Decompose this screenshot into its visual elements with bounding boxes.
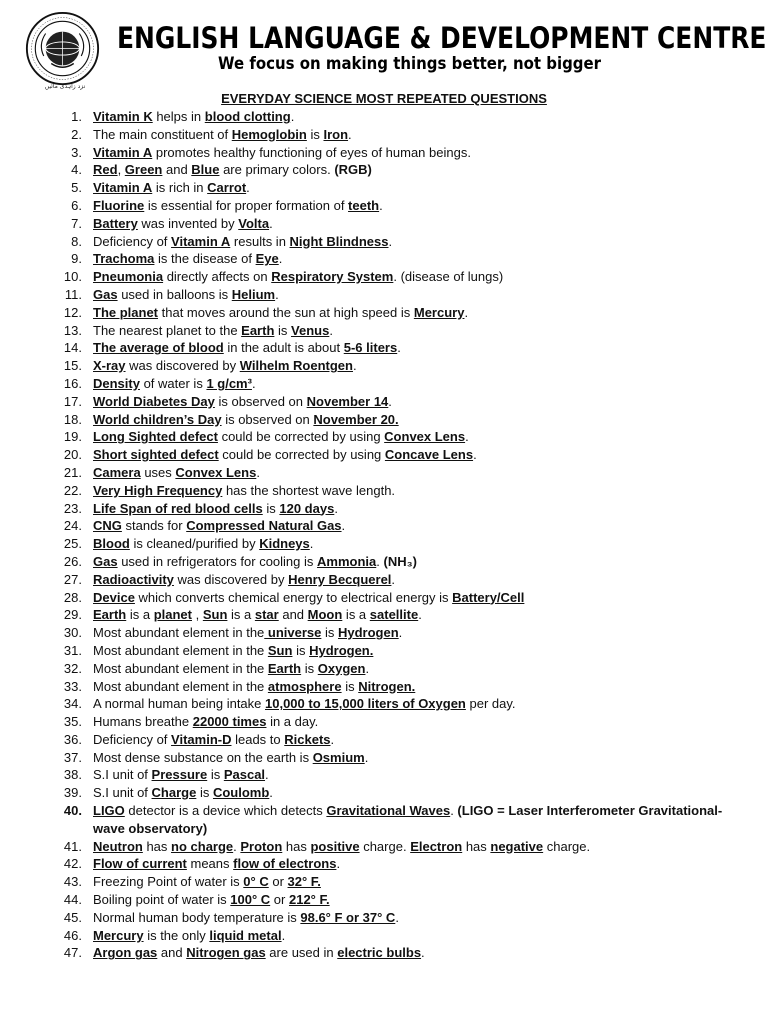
- question-number-label: 34.: [63, 696, 82, 712]
- question-number: [0, 446, 93, 464]
- question-number-label: 44.: [63, 892, 82, 908]
- question-item: [0, 357, 733, 375]
- question-number-label: 46.: [63, 927, 82, 943]
- question-number-label: 41.: [63, 838, 82, 854]
- question-number: [0, 322, 93, 340]
- question-item: [0, 179, 733, 197]
- question-number-label: 23.: [63, 500, 82, 516]
- question-item: [0, 589, 733, 607]
- question-number: [0, 250, 93, 268]
- question-text: Gas used in refrigerators for cooling is Ammonia. (NH₃): [93, 553, 417, 569]
- question-item: [0, 286, 733, 304]
- question-text: Very High Frequency has the shortest wave length.: [93, 482, 396, 498]
- question-number: [0, 339, 93, 357]
- question-item: [0, 304, 733, 322]
- question-text: Most dense substance on the earth is Osmium.: [93, 749, 369, 765]
- question-number-label: 45.: [63, 909, 82, 925]
- question-number: [0, 304, 93, 322]
- question-number-label: 18.: [63, 411, 82, 427]
- question-number: [0, 571, 93, 589]
- question-item: [0, 731, 733, 749]
- question-text: The average of blood in the adult is about 5-6 liters.: [93, 340, 401, 356]
- question-number-label: 4.: [71, 162, 82, 178]
- question-number-label: 25.: [63, 536, 82, 552]
- question-item: [0, 553, 733, 571]
- question-number-label: 39.: [63, 785, 82, 801]
- question-number: [0, 286, 93, 304]
- question-text: Normal human body temperature is 98.6° F or 37° C.: [93, 909, 399, 925]
- question-number-label: 2.: [71, 126, 82, 142]
- question-item: [0, 108, 733, 126]
- question-text: Vitamin A promotes healthy functioning of eyes of human beings.: [93, 144, 471, 160]
- question-number: [0, 535, 93, 553]
- question-number-label: 8.: [71, 233, 82, 249]
- question-text: Radioactivity was discovered by Henry Becquerel.: [93, 571, 396, 587]
- question-number: [0, 500, 93, 518]
- question-item: [0, 482, 733, 500]
- question-number-label: 21.: [63, 464, 82, 480]
- question-item: [0, 927, 733, 945]
- question-text: Density of water is 1 g/cm³.: [93, 375, 256, 391]
- question-item: [0, 571, 733, 589]
- question-item: [0, 678, 733, 696]
- question-number-label: 29.: [63, 607, 82, 623]
- question-number-label: 17.: [63, 393, 82, 409]
- question-number-label: 13.: [63, 322, 82, 338]
- question-number: [0, 909, 93, 927]
- question-number-label: 26.: [63, 553, 82, 569]
- question-item: [0, 944, 733, 962]
- question-text: CNG stands for Compressed Natural Gas.: [93, 518, 346, 534]
- question-number: [0, 766, 93, 784]
- question-number-label: 43.: [63, 874, 82, 890]
- question-number: [0, 517, 93, 535]
- question-item: [0, 909, 733, 927]
- question-text: The planet that moves around the sun at high speed is Mercury.: [93, 304, 469, 320]
- question-item: [0, 375, 733, 393]
- question-number-label: 14.: [63, 340, 82, 356]
- question-text: Mercury is the only liquid metal.: [93, 927, 286, 943]
- question-text: Pneumonia directly affects on Respiratory System. (disease of lungs): [93, 269, 504, 285]
- question-number: [0, 589, 93, 607]
- question-number-label: 11.: [64, 286, 82, 302]
- question-text: Short sighted defect could be corrected by using Concave Lens.: [93, 447, 477, 463]
- question-text: Red, Green and Blue are primary colors. (RGB): [93, 162, 372, 178]
- question-number: [0, 197, 93, 215]
- question-text: Gas used in balloons is Helium.: [93, 286, 279, 302]
- question-number: [0, 944, 93, 962]
- question-number-label: 32.: [63, 660, 82, 676]
- question-text: Blood is cleaned/purified by Kidneys.: [93, 536, 314, 552]
- question-item: [0, 855, 733, 873]
- document-heading: EVERYDAY SCIENCE MOST REPEATED QUESTIONS: [221, 91, 547, 106]
- question-number: [0, 464, 93, 482]
- question-text: World children’s Day is observed on November 20.: [93, 411, 399, 427]
- organization-title: ENGLISH LANGUAGE & DEVELOPMENT CENTRE: [117, 21, 767, 55]
- question-number: [0, 108, 93, 126]
- question-item: [0, 891, 733, 909]
- question-item: [0, 784, 733, 802]
- question-number: [0, 855, 93, 873]
- organization-logo: [25, 11, 100, 86]
- question-number: [0, 357, 93, 375]
- question-text: A normal human being intake 10,000 to 15,000 liters of Oxygen per day.: [93, 696, 516, 712]
- question-number: [0, 784, 93, 802]
- question-number-label: 3.: [71, 144, 82, 160]
- question-text: Long Sighted defect could be corrected by using Convex Lens.: [93, 429, 469, 445]
- question-item: [0, 144, 733, 162]
- question-item: [0, 393, 733, 411]
- question-text: LIGO detector is a device which detects Gravitational Waves. (LIGO = Laser Interferometer Gravitational-wave observatory): [93, 803, 723, 836]
- question-text: Argon gas and Nitrogen gas are used in electric bulbs.: [93, 945, 425, 961]
- question-number: [0, 553, 93, 571]
- question-text: Humans breathe 22000 times in a day.: [93, 714, 319, 730]
- question-number-label: 35.: [63, 714, 82, 730]
- question-number: [0, 126, 93, 144]
- question-item: [0, 766, 733, 784]
- question-number: [0, 802, 93, 838]
- question-number-label: 37.: [63, 749, 82, 765]
- question-text: Neutron has no charge. Proton has positive charge. Electron has negative charge.: [93, 838, 591, 854]
- question-number: [0, 713, 93, 731]
- question-number: [0, 268, 93, 286]
- question-text: Most abundant element in the Earth is Oxygen.: [93, 660, 370, 676]
- question-text: S.I unit of Charge is Coulomb.: [93, 785, 273, 801]
- question-number: [0, 695, 93, 713]
- question-number: [0, 927, 93, 945]
- question-text: Most abundant element in the atmosphere is Nitrogen.: [93, 678, 416, 694]
- question-text: World Diabetes Day is observed on November 14.: [93, 393, 392, 409]
- question-text: Earth is a planet , Sun is a star and Moon is a satellite.: [93, 607, 422, 623]
- question-number: [0, 606, 93, 624]
- question-number-label: 16.: [63, 375, 82, 391]
- question-number: [0, 891, 93, 909]
- question-item: [0, 215, 733, 233]
- question-item: [0, 446, 733, 464]
- question-number-label: 40.: [63, 803, 82, 819]
- question-item: [0, 624, 733, 642]
- question-text: The main constituent of Hemoglobin is Iron.: [93, 126, 352, 142]
- question-item: [0, 233, 733, 251]
- question-number: [0, 731, 93, 749]
- question-item: [0, 268, 733, 286]
- question-number: [0, 838, 93, 856]
- question-number: [0, 428, 93, 446]
- question-number: [0, 233, 93, 251]
- question-number-label: 1.: [71, 109, 82, 124]
- question-number-label: 33.: [63, 678, 82, 694]
- question-number-label: 38.: [63, 767, 82, 783]
- question-item: [0, 873, 733, 891]
- question-number: [0, 749, 93, 767]
- question-item: [0, 749, 733, 767]
- question-text: Trachoma is the disease of Eye.: [93, 251, 283, 267]
- question-item: [0, 535, 733, 553]
- question-number: [0, 624, 93, 642]
- question-item: [0, 322, 733, 340]
- question-number-label: 9.: [71, 251, 82, 267]
- question-text: Vitamin K helps in blood clotting.: [93, 109, 295, 124]
- question-text: The nearest planet to the Earth is Venus.: [93, 322, 333, 338]
- question-number: [0, 393, 93, 411]
- question-text: S.I unit of Pressure is Pascal.: [93, 767, 269, 783]
- question-number-label: 15.: [63, 358, 82, 374]
- question-text: Flow of current means flow of electrons.: [93, 856, 341, 872]
- question-text: Camera uses Convex Lens.: [93, 464, 260, 480]
- question-number: [0, 215, 93, 233]
- question-item: [0, 500, 733, 518]
- question-number: [0, 144, 93, 162]
- question-text: Boiling point of water is 100° C or 212° F.: [93, 892, 330, 908]
- question-text: Freezing Point of water is 0° C or 32° F.: [93, 874, 321, 890]
- question-text: Device which converts chemical energy to electrical energy is Battery/Cell: [93, 589, 525, 605]
- question-number: [0, 411, 93, 429]
- question-item: [0, 660, 733, 678]
- question-number-label: 24.: [63, 518, 82, 534]
- question-number-label: 47.: [63, 945, 82, 961]
- question-number-label: 20.: [63, 447, 82, 463]
- question-number: [0, 873, 93, 891]
- question-text: Most abundant element in the Sun is Hydrogen.: [93, 642, 374, 658]
- question-list: [0, 108, 733, 962]
- question-text: Vitamin A is rich in Carrot.: [93, 180, 250, 196]
- question-item: [0, 411, 733, 429]
- question-number-label: 10.: [63, 269, 82, 285]
- question-item: [0, 250, 733, 268]
- question-item: [0, 517, 733, 535]
- question-number: [0, 179, 93, 197]
- question-item: [0, 802, 733, 838]
- question-item: [0, 161, 733, 179]
- question-number: [0, 678, 93, 696]
- question-number: [0, 642, 93, 660]
- question-number-label: 7.: [71, 215, 82, 231]
- question-number-label: 22.: [63, 482, 82, 498]
- question-item: [0, 197, 733, 215]
- logo-caption: نزد زاہدی مائیں: [44, 83, 86, 90]
- question-item: [0, 339, 733, 357]
- question-item: [0, 695, 733, 713]
- question-item: [0, 126, 733, 144]
- question-text: Battery was invented by Volta.: [93, 215, 273, 231]
- question-number: [0, 482, 93, 500]
- question-number-label: 6.: [71, 197, 82, 213]
- question-number-label: 28.: [63, 589, 82, 605]
- question-text: Deficiency of Vitamin-D leads to Rickets.: [93, 731, 335, 747]
- question-number-label: 36.: [63, 731, 82, 747]
- question-item: [0, 606, 733, 624]
- question-text: X-ray was discovered by Wilhelm Roentgen.: [93, 358, 357, 374]
- question-text: Deficiency of Vitamin A results in Night Blindness.: [93, 233, 393, 249]
- question-item: [0, 428, 733, 446]
- question-number-label: 19.: [63, 429, 82, 445]
- question-text: Most abundant element in the universe is Hydrogen.: [93, 625, 403, 641]
- question-number-label: 12.: [63, 304, 82, 320]
- question-number-label: 27.: [63, 571, 82, 587]
- question-item: [0, 713, 733, 731]
- question-number-label: 42.: [63, 856, 82, 872]
- question-text: Fluorine is essential for proper formation of teeth.: [93, 197, 383, 213]
- question-number-label: 5.: [71, 180, 82, 196]
- question-item: [0, 464, 733, 482]
- organization-tagline: We focus on making things better, not bigger: [218, 54, 602, 74]
- question-number: [0, 660, 93, 678]
- question-number-label: 30.: [63, 625, 82, 641]
- question-item: [0, 838, 733, 856]
- question-item: [0, 642, 733, 660]
- question-number: [0, 161, 93, 179]
- question-number-label: 31.: [63, 642, 82, 658]
- question-text: Life Span of red blood cells is 120 days.: [93, 500, 338, 516]
- question-number: [0, 375, 93, 393]
